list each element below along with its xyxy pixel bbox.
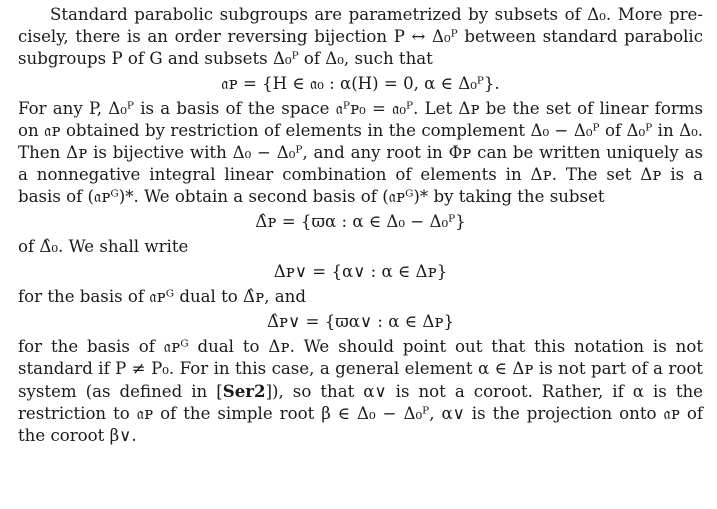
p5-line-1: for the basis of 𝔞ᴘᴳ dual to Δᴘ. We should point out that this notation is not — [18, 337, 703, 356]
p4-text: for the basis of 𝔞ᴘᴳ dual to Δ̂ᴘ, and — [18, 287, 306, 306]
equation-hat-delta-p-dual — [18, 311, 703, 333]
p2-line-5: basis of (𝔞ᴘᴳ)*. We obtain a second basis of (𝔞ᴘᴳ)* by taking the subset — [18, 187, 605, 206]
p5-line-3-pre: root system (as defined in [ — [18, 359, 703, 401]
p3-text: of Δ̂₀. We shall write — [18, 237, 189, 256]
p1-line-2: cisely, there is an order reversing bijection P ↔ Δ₀ᴾ between standard parabolic — [18, 27, 703, 46]
paragraph-1 — [18, 4, 703, 70]
equation-delta-p-dual-text: Δᴘ∨ = {α∨ : α ∈ Δᴘ} — [273, 262, 448, 281]
p1-line-3: subgroups P of G and subsets Δ₀ᴾ of Δ₀, such that — [18, 49, 433, 68]
p2-line-1: For any P, Δ₀ᴾ is a basis of the space 𝔞ᴾᴘ₀ = 𝔞₀ᴾ. Let Δᴘ be the set of linear forms — [18, 99, 703, 118]
p5-line-4: restriction to 𝔞ᴘ of the simple root β ∈ Δ₀ − Δ₀ᴾ, α∨ is the projection onto 𝔞ᴘ of — [18, 404, 703, 423]
equation-a-p — [18, 73, 703, 95]
p2-line-2: on 𝔞ᴘ obtained by restriction of elements in the complement Δ₀ − Δ₀ᴾ of Δ₀ᴾ in Δ₀. — [18, 121, 703, 140]
equation-hat-delta-p-dual-text: Δ̂ᴘ∨ = {ϖα∨ : α ∈ Δᴘ} — [266, 312, 455, 331]
p5-line-5: the coroot β∨. — [18, 426, 137, 445]
p2-line-4: as a nonnegative integral linear combination of elements in Δᴘ. The set Δᴘ is a — [18, 143, 703, 184]
paragraph-2 — [18, 98, 703, 208]
paragraph-3 — [18, 236, 703, 258]
paragraph-4 — [18, 286, 703, 308]
paragraph-5 — [18, 336, 703, 447]
p5-line-3-post: ]), so that α∨ is not a coroot. Rather, if α is the — [265, 382, 703, 401]
p5-line-2: standard if P ≠ P₀. For in this case, a general element α ∈ Δᴘ is not part of a — [18, 359, 663, 378]
p1-line-1: Standard parabolic subgroups are parametrized by subsets of Δ₀. More pre- — [50, 5, 703, 24]
equation-a-p-text: 𝔞ᴘ = {H ∈ 𝔞₀ : α(H) = 0, α ∈ Δ₀ᴾ}. — [221, 74, 500, 93]
p2-line-3: Then Δᴘ is bijective with Δ₀ − Δ₀ᴾ, and any root in Φᴘ can be written uniquely — [18, 143, 679, 162]
citation-ser2[interactable]: Ser2 — [222, 381, 266, 401]
equation-hat-delta-p-text: Δ̂ᴘ = {ϖα : α ∈ Δ₀ − Δ₀ᴾ} — [255, 212, 466, 231]
equation-delta-p-dual — [18, 261, 703, 283]
equation-hat-delta-p — [18, 211, 703, 233]
